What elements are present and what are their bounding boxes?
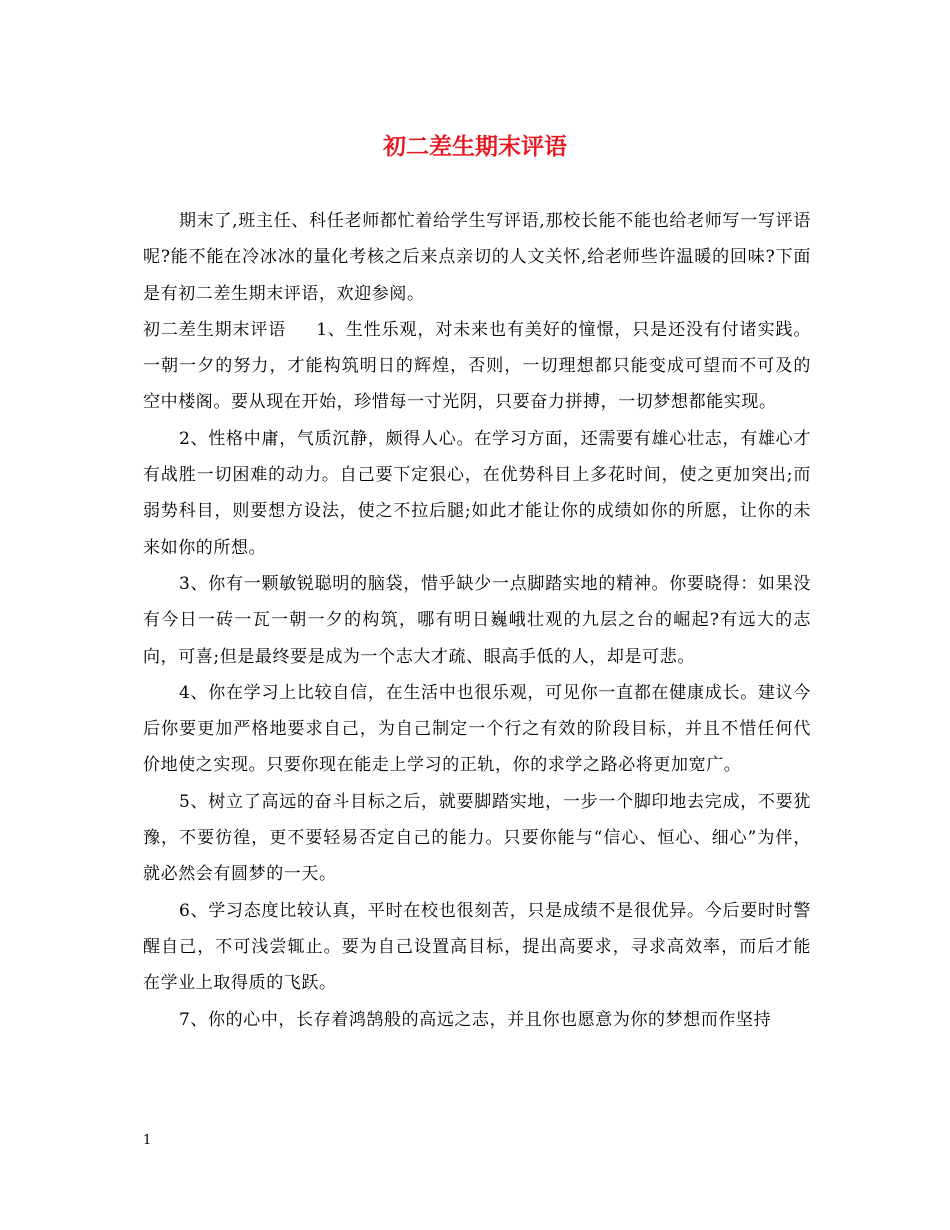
comment-paragraph-1: 1、生性乐观，对未来也有美好的憧憬，只是还没有付诸实践。一朝一夕的努力，才能构筑明日的辉煌，否则，一切理想都只能变成可望而不可及的空中楼阁。要从现在开始，珍惜每一寸光阴，只要奋力拼搏，一切梦想都能实现。 — [143, 319, 811, 413]
comment-paragraph-3: 3、你有一颗敏锐聪明的脑袋，惜乎缺少一点脚踏实地的精神。你要晓得：如果没有今日一砖一瓦一朝一夕的构筑，哪有明日巍峨壮观的九层之台的崛起?有远大的志向，可喜;但是最终要是成为一个志大才疏、眼高手低的人，却是可悲。 — [143, 573, 811, 667]
comment-paragraph-7: 7、你的心中，长存着鸿鹄般的高远之志，并且你也愿意为你的梦想而作坚持 — [179, 1009, 772, 1030]
intro-paragraph: 期末了,班主任、科任老师都忙着给学生写评语,那校长能不能也给老师写一写评语呢?能不能在冷冰冰的量化考核之后来点亲切的人文关怀,给老师些许温暖的回味?下面是有初二差生期末评语，欢迎参阅。 — [143, 211, 811, 304]
comment-paragraph-2: 2、性格中庸，气质沉静，颇得人心。在学习方面，还需要有雄心壮志，有雄心才有战胜一切困难的动力。自己要下定狠心，在优势科目上多花时间，使之更加突出;而弱势科目，则要想方设法，使之不拉后腿;如此才能让你的成绩如你的所愿，让你的未来如你的所想。 — [143, 428, 811, 558]
lead-label: 初二差生期末评语 — [143, 319, 287, 340]
lead-paragraph — [143, 312, 811, 421]
document-title: 初二差生期末评语 — [383, 133, 567, 160]
comment-paragraph-6: 6、学习态度比较认真，平时在校也很刻苦，只是成绩不是很优异。今后要时时警醒自己，不可浅尝辄止。要为自己设置高目标，提出高要求，寻求高效率，而后才能在学业上取得质的飞跃。 — [143, 900, 811, 994]
document-body — [143, 203, 811, 1038]
comment-paragraph-5: 5、树立了高远的奋斗目标之后，就要脚踏实地，一步一个脚印地去完成，不要犹豫，不要彷徨，更不要轻易否定自己的能力。只要你能与“信心、恒心、细心”为伴，就必然会有圆梦的一天。 — [143, 791, 811, 885]
comment-paragraph-4: 4、你在学习上比较自信，在生活中也很乐观，可见你一直都在健康成长。建议今后你要更加严格地要求自己，为自己制定一个行之有效的阶段目标，并且不惜任何代价地使之实现。只要你现在能走上学习的正轨，你的求学之路必将更加宽广。 — [143, 682, 811, 776]
page-number: 1 — [143, 1133, 152, 1148]
